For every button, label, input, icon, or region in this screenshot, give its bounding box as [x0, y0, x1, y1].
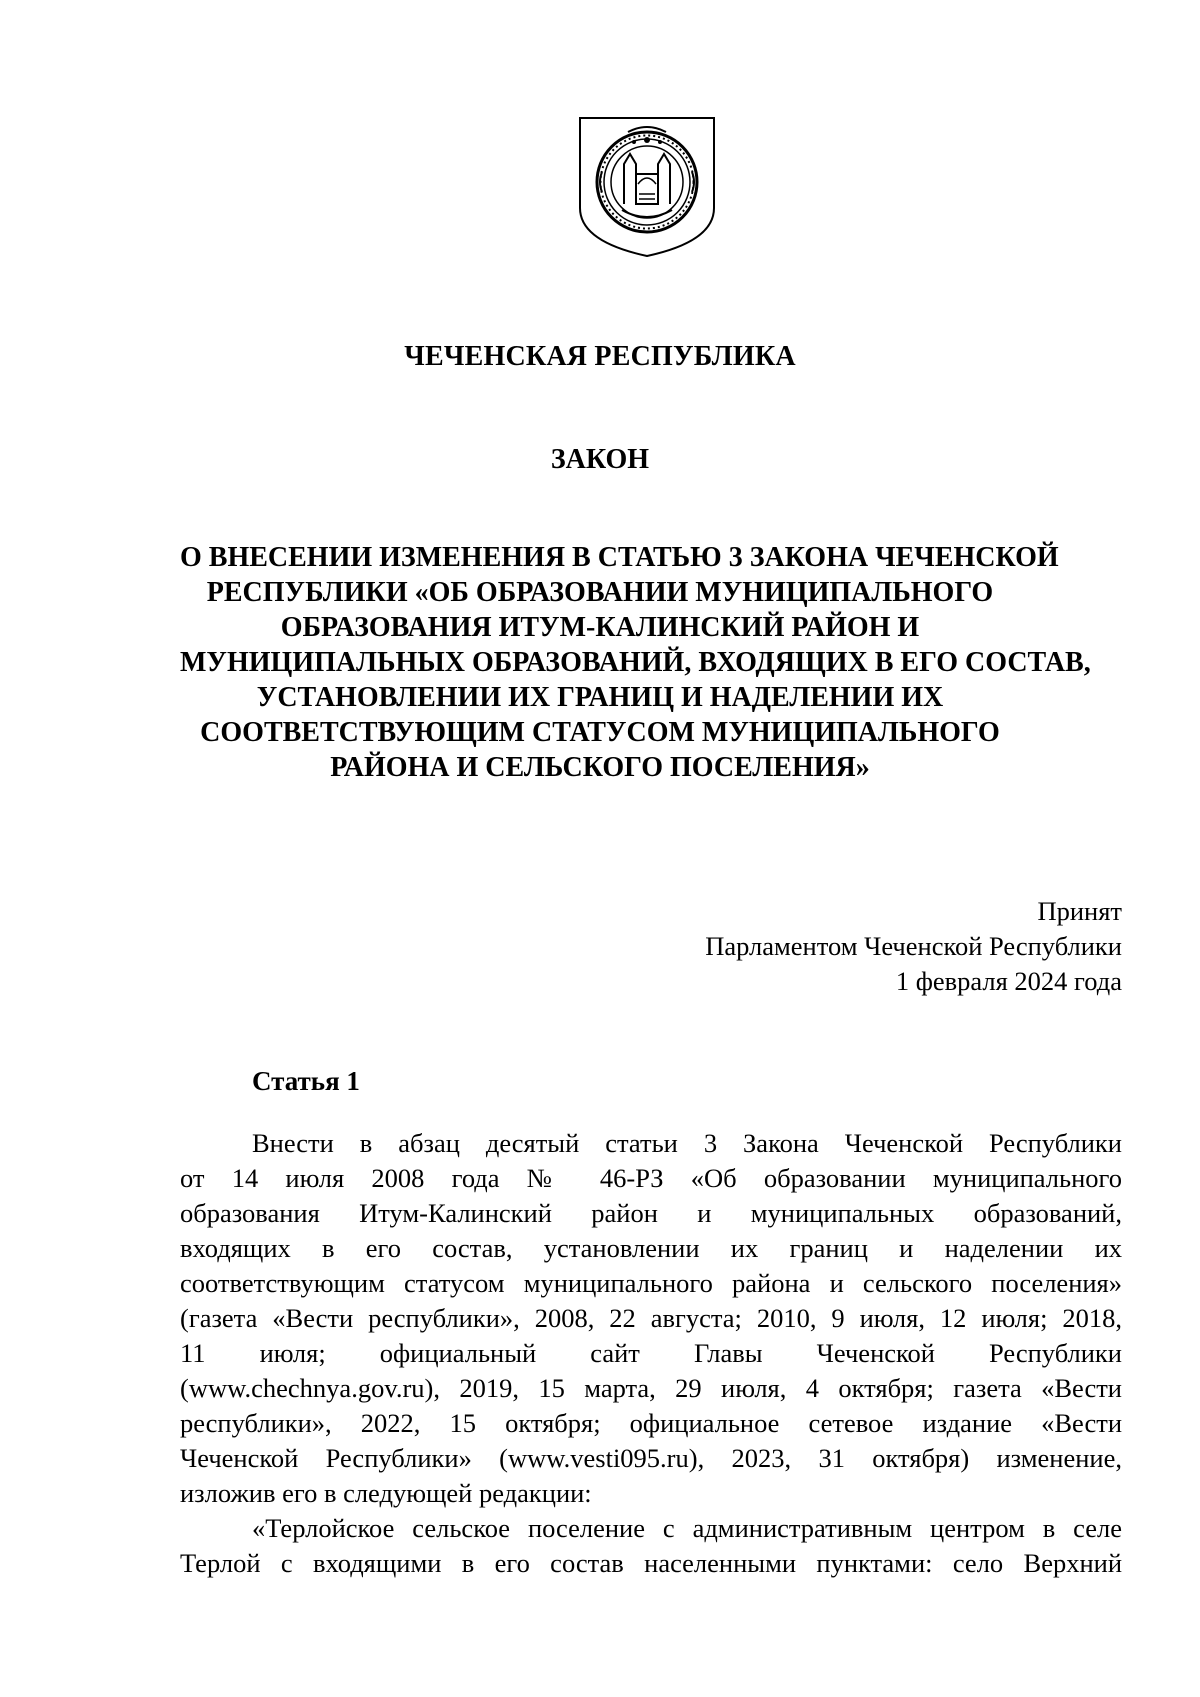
adoption-block — [705, 894, 1122, 999]
republic-heading: ЧЕЧЕНСКАЯ РЕСПУБЛИКА — [404, 341, 796, 372]
title-line: РЕСПУБЛИКИ «ОБ ОБРАЗОВАНИИ МУНИЦИПАЛЬНОГО — [206, 577, 994, 608]
body-line: изложив его в следующей редакции: — [180, 1478, 592, 1508]
document-type-heading: ЗАКОН — [550, 444, 650, 475]
law-title — [180, 540, 1091, 785]
body-line: Внести в абзац десятый статьи 3 Закона Чеченской Республики — [252, 1128, 1122, 1158]
body-line: республики», 2022, 15 октября; официальное сетевое издание «Вести — [180, 1408, 1122, 1438]
adopted-label: Принят — [1037, 896, 1122, 926]
adopted-by: Парламентом Чеченской Республики — [705, 931, 1122, 961]
title-line: РАЙОНА И СЕЛЬСКОГО ПОСЕЛЕНИЯ» — [330, 752, 870, 783]
body-line: «Терлойское сельское поселение с административным центром в селе — [252, 1513, 1122, 1543]
coat-of-arms-icon — [572, 112, 722, 260]
coat-of-arms-emblem — [572, 112, 722, 260]
body-line: соответствующим статусом муниципального района и сельского поселения» — [180, 1268, 1122, 1298]
body-line: 11 июля; официальный сайт Главы Чеченской Республики — [180, 1338, 1122, 1368]
body-line: входящих в его состав, установлении их границ и наделении их — [180, 1233, 1122, 1263]
body-line: Чеченской Республики» (www.vesti095.ru), 2023, 31 октября) изменение, — [180, 1443, 1122, 1473]
article-body — [180, 1126, 1122, 1581]
title-line: УСТАНОВЛЕНИИ ИХ ГРАНИЦ И НАДЕЛЕНИИ ИХ — [256, 682, 944, 713]
body-line: Терлой с входящими в его состав населенными пунктами: село Верхний — [180, 1548, 1122, 1578]
title-line: ОБРАЗОВАНИЯ ИТУМ-КАЛИНСКИЙ РАЙОН И — [280, 612, 920, 643]
title-line: СООТВЕТСТВУЮЩИМ СТАТУСОМ МУНИЦИПАЛЬНОГО — [200, 717, 1000, 748]
body-line: (www.chechnya.gov.ru), 2019, 15 марта, 29 июля, 4 октября; газета «Вести — [180, 1373, 1122, 1403]
body-line: (газета «Вести республики», 2008, 22 августа; 2010, 9 июля, 12 июля; 2018, — [180, 1303, 1122, 1333]
title-line: МУНИЦИПАЛЬНЫХ ОБРАЗОВАНИЙ, ВХОДЯЩИХ В ЕГО СОСТАВ, — [180, 647, 1091, 678]
article-heading: Статья 1 — [252, 1066, 360, 1096]
body-line: образования Итум-Калинский район и муниципальных образований, — [180, 1198, 1122, 1228]
title-line: О ВНЕСЕНИИ ИЗМЕНЕНИЯ В СТАТЬЮ 3 ЗАКОНА ЧЕЧЕНСКОЙ — [180, 542, 1059, 573]
adopted-date: 1 февраля 2024 года — [895, 966, 1122, 996]
body-line: от 14 июля 2008 года № 46-РЗ «Об образовании муниципального — [180, 1163, 1122, 1193]
